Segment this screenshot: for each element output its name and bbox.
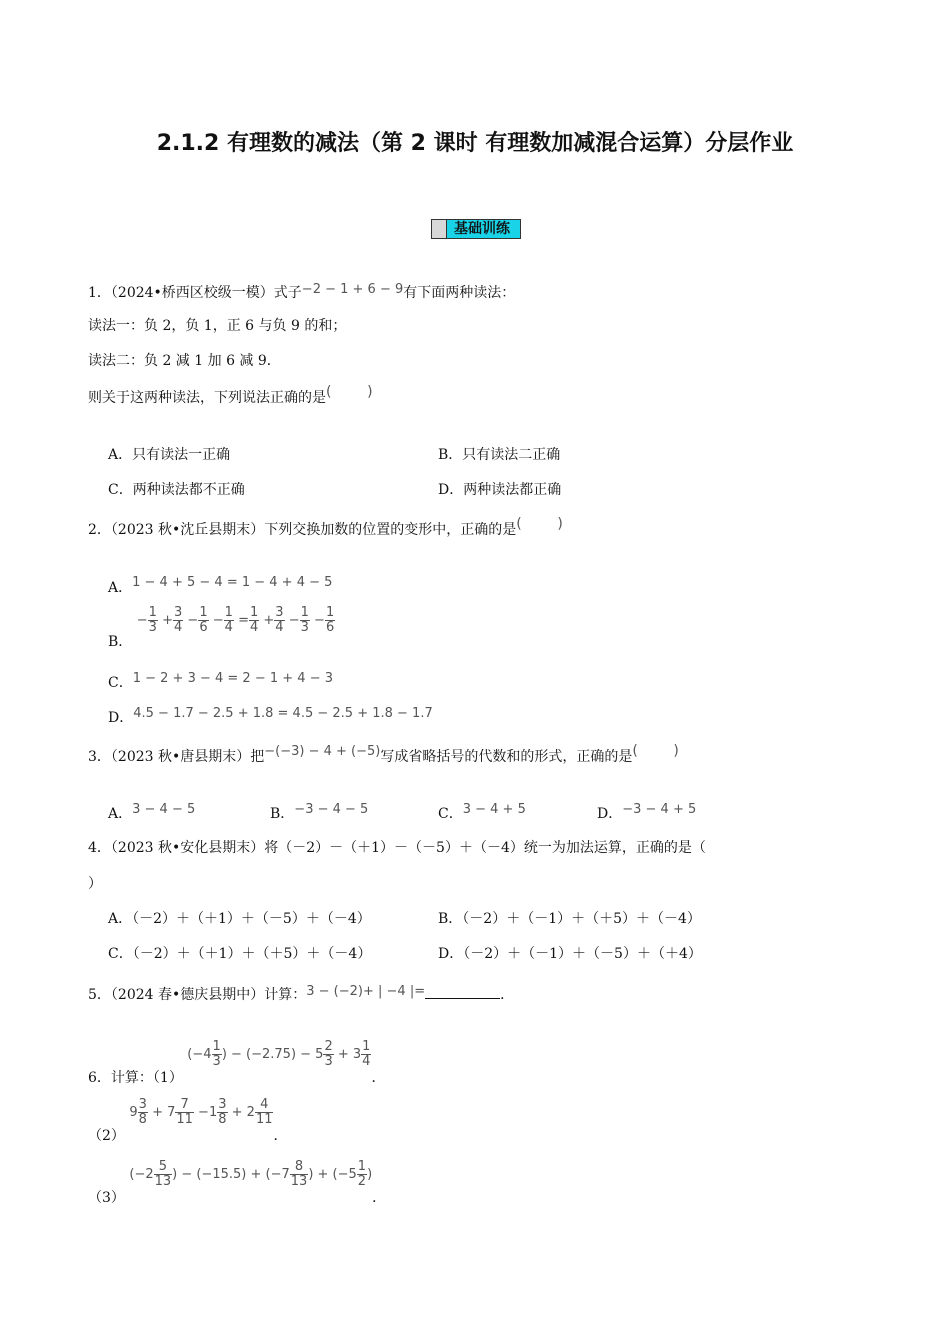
q3-option-a: [108, 803, 195, 823]
q3-option-c-expression: 3 − 4 + 5: [462, 802, 526, 817]
q2-option-d-expression: 4.5 − 1.7 − 2.5 + 1.8 = 4.5 − 2.5 + 1.8 − 1.7: [133, 706, 433, 721]
q2b-f2-den: 4: [173, 620, 183, 635]
q2-option-b-label: B．: [108, 634, 133, 650]
q6p2-c-den: 8: [218, 1112, 227, 1127]
q6p1-term: + 3: [333, 1047, 362, 1062]
section-label: 基础训练: [454, 221, 510, 237]
q2b-g4-num: 1: [325, 605, 335, 620]
q6p1-a-num: 1: [212, 1039, 221, 1054]
q4-option-a: A．（－2）＋（＋1）＋（－5）＋（－4）: [108, 911, 371, 927]
q5-answer-blank[interactable]: [425, 984, 500, 999]
q2-option-d: [108, 707, 433, 727]
q2b-op: =: [238, 613, 249, 628]
q6p1-b-den: 3: [324, 1054, 333, 1069]
q1-option-d: D．两种读法都正确: [438, 482, 562, 498]
section-badge: [431, 219, 521, 239]
q1-stem: [88, 282, 515, 302]
q3-option-c-label: C．: [438, 806, 463, 822]
q3-suffix: 写成省略括号的代数和的形式，正确的是: [380, 749, 633, 765]
q2-option-d-label: D．: [108, 710, 134, 726]
q2b-f4-num: 1: [224, 605, 233, 620]
q6p1-period: ．: [371, 1070, 386, 1086]
q6p3-term: ): [367, 1167, 373, 1182]
q1-option-c: C．两种读法都不正确: [108, 482, 245, 498]
q3-option-a-label: A．: [108, 806, 133, 822]
q6p1-c-num: 1: [362, 1039, 371, 1054]
q2b-op: +: [162, 613, 173, 628]
q3-answer-paren: ( ): [632, 743, 679, 759]
q6-part-2: [88, 1097, 288, 1144]
q6p2-a-num: 3: [138, 1097, 147, 1112]
q6p2-d-den: 11: [255, 1112, 273, 1127]
q2b-op: −: [314, 613, 325, 628]
q3-option-b-label: B．: [270, 806, 295, 822]
q2-option-c: [108, 672, 333, 692]
q6p1-c-den: 4: [362, 1054, 371, 1069]
q2b-f1-num: 1: [148, 605, 157, 620]
q2-option-a: [108, 577, 332, 597]
q3-option-d-label: D．: [597, 806, 623, 822]
q2b-g3-num: 1: [300, 605, 309, 620]
q3-prefix: 3．（2023 秋•唐县期末）把: [88, 749, 265, 765]
q1-reading-1: 读法一：负 2，负 1，正 6 与负 9 的和；: [88, 318, 347, 334]
q3-option-b-expression: −3 − 4 − 5: [294, 802, 369, 817]
q6p3-a-num: 5: [154, 1160, 173, 1175]
q6p3-term: (−2: [129, 1167, 154, 1182]
q2b-g1-den: 4: [249, 620, 259, 635]
q2b-op: −: [288, 613, 300, 628]
q2b-f2-num: 3: [173, 605, 183, 620]
q6p2-term: + 2: [227, 1105, 255, 1120]
q6p2-d-num: 4: [255, 1098, 274, 1113]
q2b-op: +: [263, 613, 275, 628]
q6p1-a-den: 3: [212, 1054, 221, 1069]
q5-prefix: 5．（2024 春•德庆县期中）计算：: [88, 987, 307, 1003]
q2-option-b-expression: [137, 606, 335, 635]
q4-option-b: B．（－2）＋（－1）＋（＋5）＋（－4）: [438, 911, 701, 927]
q5-expression: 3 − (−2)+ | −4 |=: [306, 984, 426, 999]
q6-part-3-label: （3）: [88, 1190, 125, 1206]
q3-option-d: [597, 803, 696, 823]
q6p2-term: + 7: [147, 1105, 176, 1120]
q3-option-d-expression: −3 − 4 + 5: [622, 802, 697, 817]
q1-question-text: 则关于这两种读法，下列说法正确的是: [88, 390, 326, 406]
q5-stem: [88, 984, 514, 1004]
q1-answer-paren: ( ): [326, 384, 373, 400]
q6p2-a-den: 8: [138, 1112, 147, 1127]
q4-option-c: C．（－2）＋（＋1）＋（＋5）＋（－4）: [108, 946, 372, 962]
q5-suffix: ．: [500, 987, 515, 1003]
q6-part-2-label: （2）: [88, 1128, 125, 1144]
q6p3-b-num: 8: [290, 1160, 309, 1175]
q4-stem-end: ）: [88, 876, 102, 892]
q6p3-term: ) + (−5: [308, 1167, 357, 1182]
q2-stem-text: 2．（2023 秋•沈丘县期末）下列交换加数的位置的变形中，正确的是: [88, 522, 517, 538]
q6p3-period: ．: [372, 1190, 387, 1206]
q2b-g2-num: 3: [275, 605, 284, 620]
q6p1-term: (−4: [187, 1047, 212, 1062]
q2-option-b: [108, 605, 335, 650]
q4-option-d: D．（－2）＋（－1）＋（－5）＋（＋4）: [438, 946, 702, 962]
section-badge-marker: [432, 220, 447, 238]
q6p2-period: ．: [273, 1128, 288, 1144]
q3-option-b: [270, 803, 368, 823]
q2-option-a-label: A．: [108, 580, 133, 596]
q6p2-c-num: 3: [218, 1097, 227, 1112]
q2b-f4-den: 4: [224, 620, 233, 635]
q1-expression: −2 − 1 + 6 − 9: [301, 282, 404, 297]
q2b-f1-den: 3: [148, 620, 157, 635]
q6p1-term: ) − (−2.75) − 5: [221, 1047, 324, 1062]
q6-part-3-expression: [129, 1160, 372, 1189]
q6p3-c-num: 1: [357, 1159, 367, 1174]
q6p2-b-num: 7: [175, 1098, 194, 1113]
q3-option-c: [438, 803, 526, 823]
q6-part-1: [88, 1039, 386, 1086]
q6p2-b-den: 11: [176, 1112, 193, 1127]
q6p2-term: −1: [193, 1105, 218, 1120]
q2b-g4-den: 6: [325, 620, 335, 635]
q2-answer-paren: ( ): [516, 516, 563, 532]
q2b-op: −: [187, 613, 199, 628]
page-title: 2.1.2 有理数的减法（第 2 课时 有理数加减混合运算）分层作业: [156, 131, 794, 156]
q2b-g3-den: 3: [300, 620, 309, 635]
q6-prefix: 6．计算：（1）: [88, 1070, 183, 1086]
q6-part-3: [88, 1159, 387, 1206]
q3-option-a-expression: 3 − 4 − 5: [132, 802, 196, 817]
q2-stem: [88, 516, 563, 539]
q6p3-c-den: 2: [357, 1174, 367, 1189]
q6p3-a-den: 13: [154, 1174, 172, 1189]
q1-option-b: B．只有读法二正确: [438, 447, 561, 463]
q2-option-a-expression: 1 − 4 + 5 − 4 = 1 − 4 + 4 − 5: [132, 575, 333, 590]
q2b-f3-den: 6: [199, 620, 208, 635]
q3-expression: −(−3) − 4 + (−5): [264, 744, 381, 759]
q6p1-b-num: 2: [324, 1039, 333, 1054]
q6p3-b-den: 13: [290, 1174, 308, 1189]
q2-option-c-expression: 1 − 2 + 3 − 4 = 2 − 1 + 4 − 3: [132, 671, 333, 686]
q1-question: [88, 384, 373, 407]
q4-stem: 4．（2023 秋•安化县期末）将（－2）－（＋1）－（－5）＋（－4）统一为加法运算，正确的是（: [88, 840, 706, 856]
q2b-g2-den: 4: [275, 620, 284, 635]
q2b-f3-num: 1: [199, 605, 208, 620]
q2b-op: −: [136, 613, 148, 628]
q6-part-2-expression: [129, 1098, 273, 1127]
q6p3-term: ) − (−15.5) + (−7: [172, 1167, 290, 1182]
q3-stem: [88, 743, 679, 766]
q6p2-term: 9: [129, 1105, 138, 1120]
q1-prefix: 1．（2024•桥西区校级一模）式子: [88, 285, 302, 301]
q2b-g1-num: 1: [249, 605, 259, 620]
q2b-op: −: [212, 613, 224, 628]
q1-reading-2: 读法二：负 2 减 1 加 6 减 9．: [88, 353, 281, 369]
q1-suffix: 有下面两种读法：: [403, 285, 516, 301]
q6-part-1-expression: [187, 1040, 371, 1069]
q2-option-c-label: C．: [108, 675, 133, 691]
q1-option-a: A．只有读法一正确: [108, 447, 231, 463]
